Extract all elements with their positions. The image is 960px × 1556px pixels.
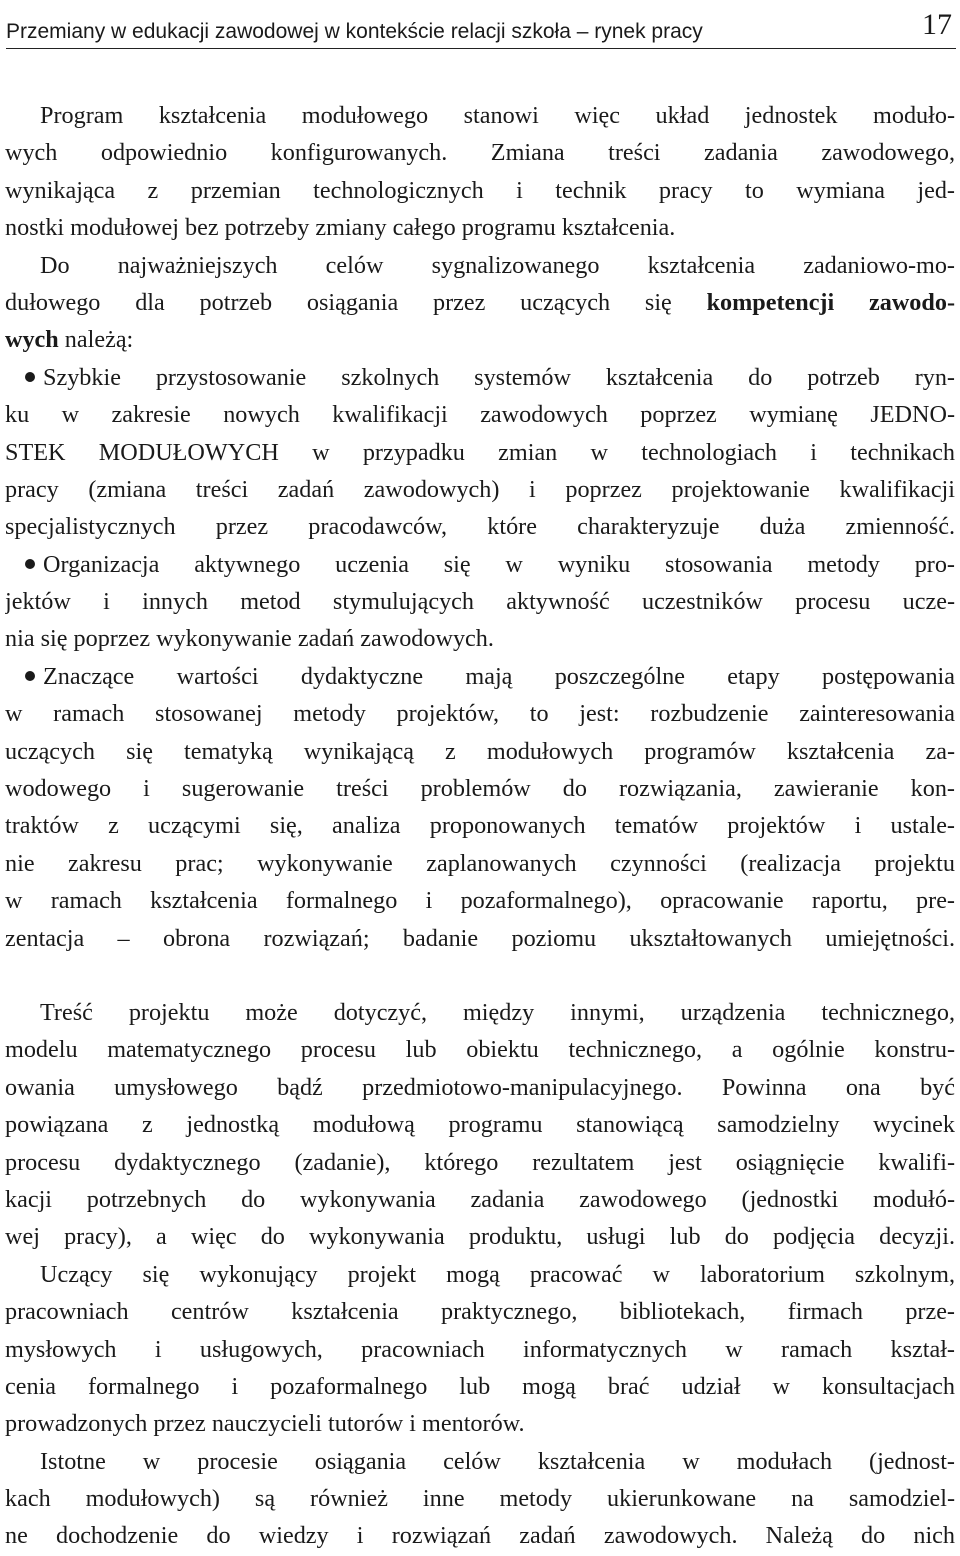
text-line: wynikająca z przemian technologicznych i technik pracy to wymiana jed- [5,176,955,204]
text-line: zentacja – obrona rozwiązań; badanie poziomu ukształtowanych umiejętności. [5,924,955,952]
text-line [5,321,955,358]
page-number: 17 [922,8,952,41]
text-line: Uczący się wykonujący projekt mogą pracować w laboratorium szkolnym, [40,1260,955,1288]
text-line: owania umysłowego bądź przedmiotowo-manipulacyjnego. Powinna ona być [5,1073,955,1101]
bold-term: kompetencji zawodo- [706,288,955,316]
paragraph-gap [5,957,955,994]
text-line: nie zakresu prac; wykonywanie zaplanowanych czynności (realizacja projektu [5,849,955,877]
bullet-item [5,359,955,396]
text-line: powiązana z jednostką modułową programu stanowiącą samodzielny wycinek [5,1111,955,1139]
text-line: nia się poprzez wykonywanie zadań zawodowych. [5,625,494,653]
text-line: Treść projektu może dotyczyć, między innymi, urządzenia technicznego, [40,998,955,1026]
text-line: nostki modułowej bez potrzeby zmiany całego programu kształcenia. [5,214,676,242]
text-run: Znaczące wartości dydaktyczne mają poszczególne etapy postępowania [43,662,955,690]
text-line: STEK MODUŁOWYCH w przypadku zmian w technologiach i technikach [5,438,955,466]
text-line: procesu dydaktycznego (zadanie), którego rezultatem jest osiągnięcie kwalifi- [5,1148,955,1176]
text-line: Istotne w procesie osiągania celów kształcenia w modułach (jednost- [40,1447,955,1475]
text-line: modelu matematycznego procesu lub obiektu technicznego, a ogólnie konstru- [5,1036,955,1064]
text-line: uczących się tematyką wynikającą z modułowych programów kształcenia za- [5,737,955,765]
text-line: kach modułowych) są również inne metody ukierunkowane na samodziel- [5,1485,955,1513]
text-line: kacji potrzebnych do wykonywania zadania zawodowego (jednostki modułó- [5,1185,955,1213]
text-line: pracowniach centrów kształcenia praktycznego, bibliotekach, firmach prze- [5,1298,955,1326]
text-line [5,284,955,321]
bullet-icon [23,370,37,384]
text-line: w ramach stosowanej metody projektów, to jest: rozbudzenie zainteresowania [5,700,955,728]
text-line: wodowego i sugerowanie treści problemów do rozwiązania, zawieranie kon- [5,775,955,803]
text-line: prowadzonych przez nauczycieli tutorów i mentorów. [5,1410,525,1438]
text-line: w ramach kształcenia formalnego i pozaformalnego), opracowanie raportu, pre- [5,887,955,915]
text-line: Program kształcenia modułowego stanowi więc układ jednostek moduło- [40,102,955,129]
text-line: wej pracy), a więc do wykonywania produktu, usługi lub do podjęcia decyzji. [5,1223,955,1251]
running-title: Przemiany w edukacji zawodowej w kontekście relacji szkoła – rynek pracy [6,20,703,43]
bullet-item [5,546,955,583]
bold-term: wych [5,326,59,354]
bullet-icon [23,669,37,683]
text-line: cenia formalnego i pozaformalnego lub mogą brać udział w konsultacjach [5,1372,955,1400]
text-line: mysłowych i usługowych, pracowniach informatycznych w ramach kształ- [5,1335,955,1363]
running-header [6,8,956,49]
text-line: ku w zakresie nowych kwalifikacji zawodowych poprzez wymianę JEDNO- [5,401,955,429]
text-line: traktów z uczącymi się, analiza proponowanych tematów projektów i ustale- [5,812,955,840]
bullet-icon [23,557,37,571]
text-line: jektów i innych metod stymulujących aktywność uczestników procesu ucze- [5,588,955,616]
text-run: dułowego dla potrzeb osiągania przez uczących się [5,288,707,316]
text-line: wych odpowiednio konfigurowanych. Zmiana treści zadania zawodowego, [5,139,955,167]
text-line: pracy (zmiana treści zadań zawodowych) i poprzez projektowanie kwalifikacji [5,475,955,503]
text-run: Organizacja aktywnego uczenia się w wyniku stosowania metody pro- [43,550,955,578]
body-text [5,97,955,1555]
bullet-item [5,658,955,695]
text-run: należą: [58,326,134,354]
text-run: Szybkie przystosowanie szkolnych systemów kształcenia do potrzeb ryn- [43,363,955,391]
text-line: ne dochodzenie do wiedzy i rozwiązań zadań zawodowych. Należą do nich [5,1522,955,1550]
text-line: Do najważniejszych celów sygnalizowanego kształcenia zadaniowo-mo- [40,251,955,279]
text-line: specjalistycznych przez pracodawców, które charakteryzuje duża zmienność. [5,513,955,541]
